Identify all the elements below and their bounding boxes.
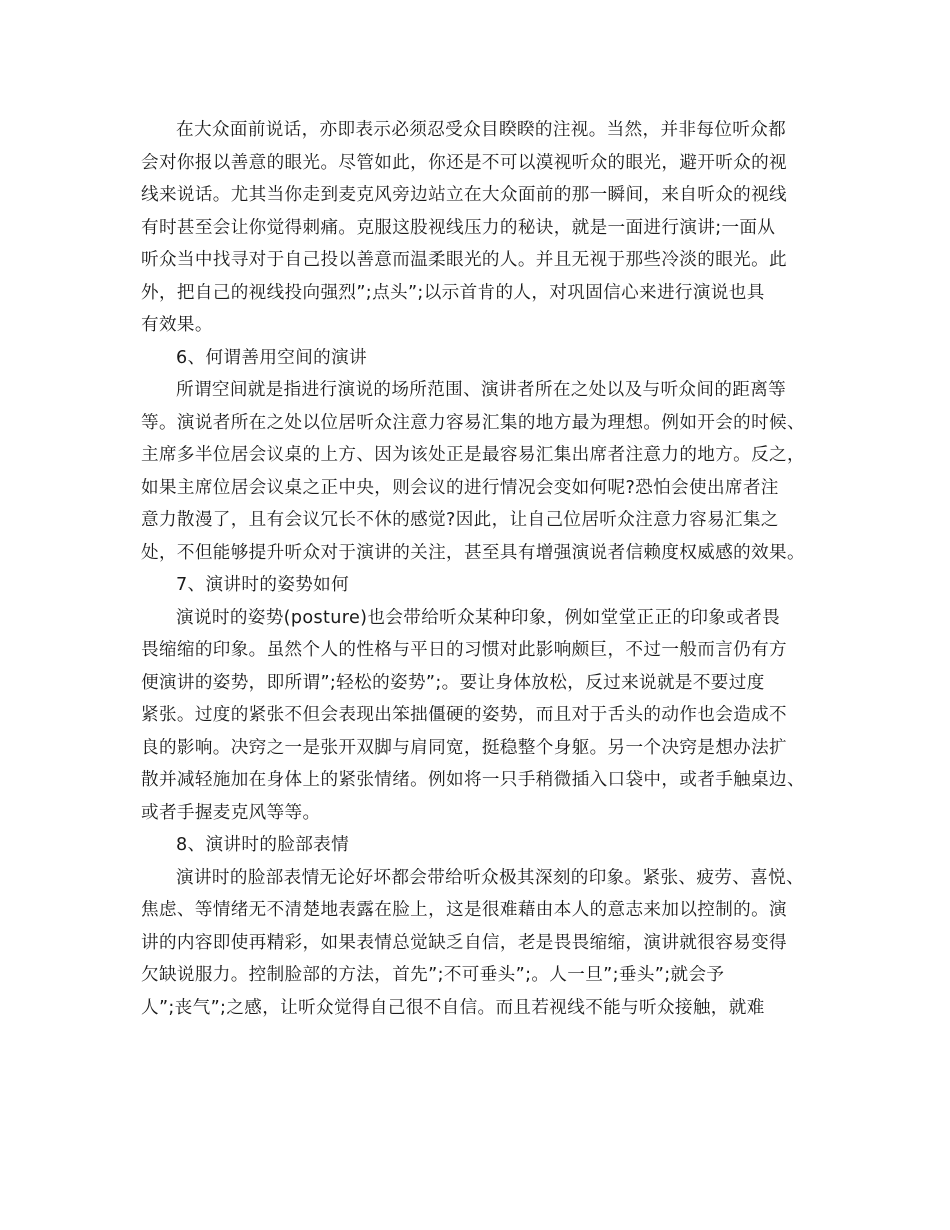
paragraph-line: 处，不但能够提升听众对于演讲的关注，甚至具有增强演说者信赖度权威感的效果。 <box>141 542 805 563</box>
paragraph-line: 线来说话。尤其当你走到麦克风旁边站立在大众面前的那一瞬间，来自听众的视线 <box>141 185 787 205</box>
paragraph-line: 等。演说者所在之处以位居听众注意力容易汇集的地方最为理想。例如开会的时候、 <box>141 412 805 433</box>
paragraph-line: 在大众面前说话，亦即表示必须忍受众目睽睽的注视。当然，并非每位听众都 <box>176 120 787 140</box>
paragraph-line: 畏缩缩的印象。虽然个人的性格与平日的习惯对此影响颇巨，不过一般而言仍有方 <box>141 640 787 660</box>
paragraph-line: 散并减轻施加在身体上的紧张情绪。例如将一只手稍微插入口袋中，或者手触桌边、 <box>141 770 805 790</box>
paragraph-line: 所谓空间就是指进行演说的场所范围、演讲者所在之处以及与听众间的距离等 <box>176 380 787 400</box>
paragraph-line: 演说时的姿势(posture)也会带给听众某种印象，例如堂堂正正的印象或者畏 <box>176 607 781 628</box>
paragraph-line: 便演讲的姿势，即所谓”;轻松的姿势”;。要让身体放松，反过来说就是不要过度 <box>141 672 765 693</box>
paragraph-line: 演讲时的脸部表情无论好坏都会带给听众极其深刻的印象。紧张、疲劳、喜悦、 <box>176 867 805 888</box>
paragraph-line: 主席多半位居会议桌的上方、因为该处正是最容易汇集出席者注意力的地方。反之， <box>141 445 805 465</box>
paragraph-line: 有时甚至会让你觉得刺痛。克服这股视线压力的秘诀，就是一面进行演讲;一面从 <box>141 217 776 238</box>
paragraph-line: 有效果。 <box>141 315 213 335</box>
paragraph-line: 意力散漫了，且有会议冗长不休的感觉?因此，让自己位居听众注意力容易汇集之 <box>141 510 779 530</box>
paragraph-line: 会对你报以善意的眼光。尽管如此，你还是不可以漠视听众的眼光，避开听众的视 <box>141 152 787 173</box>
section-heading: 6、何谓善用空间的演讲 <box>176 347 367 368</box>
paragraph-line: 或者手握麦克风等等。 <box>141 802 321 823</box>
paragraph-line: 人”;丧气”;之感，让听众觉得自己很不自信。而且若视线不能与听众接触，就难 <box>141 997 765 1018</box>
paragraph-line: 听众当中找寻对于自己投以善意而温柔眼光的人。并且无视于那些冷淡的眼光。此 <box>141 250 787 270</box>
section-heading: 8、演讲时的脸部表情 <box>176 835 350 855</box>
paragraph-line: 焦虑、等情绪无不清楚地表露在脸上，这是很难藉由本人的意志来加以控制的。演 <box>141 900 787 920</box>
paragraph-line: 良的影响。决窍之一是张开双脚与肩同宽，挺稳整个身躯。另一个决窍是想办法扩 <box>141 737 787 758</box>
paragraph-line: 欠缺说服力。控制脸部的方法，首先”;不可垂头”;。人一旦”;垂头”;就会予 <box>141 965 725 985</box>
paragraph-line: 如果主席位居会议桌之正中央，则会议的进行情况会变如何呢?恐怕会使出席者注 <box>141 477 779 498</box>
section-heading: 7、演讲时的姿势如何 <box>176 575 350 595</box>
document-page <box>141 114 826 1024</box>
paragraph-line: 讲的内容即使再精彩，如果表情总觉缺乏自信，老是畏畏缩缩，演讲就很容易变得 <box>141 932 787 953</box>
paragraph-line: 紧张。过度的紧张不但会表现出笨拙僵硬的姿势，而且对于舌头的动作也会造成不 <box>141 705 787 725</box>
paragraph-line: 外，把自己的视线投向强烈”;点头”;以示首肯的人，对巩固信心来进行演说也具 <box>141 282 765 303</box>
